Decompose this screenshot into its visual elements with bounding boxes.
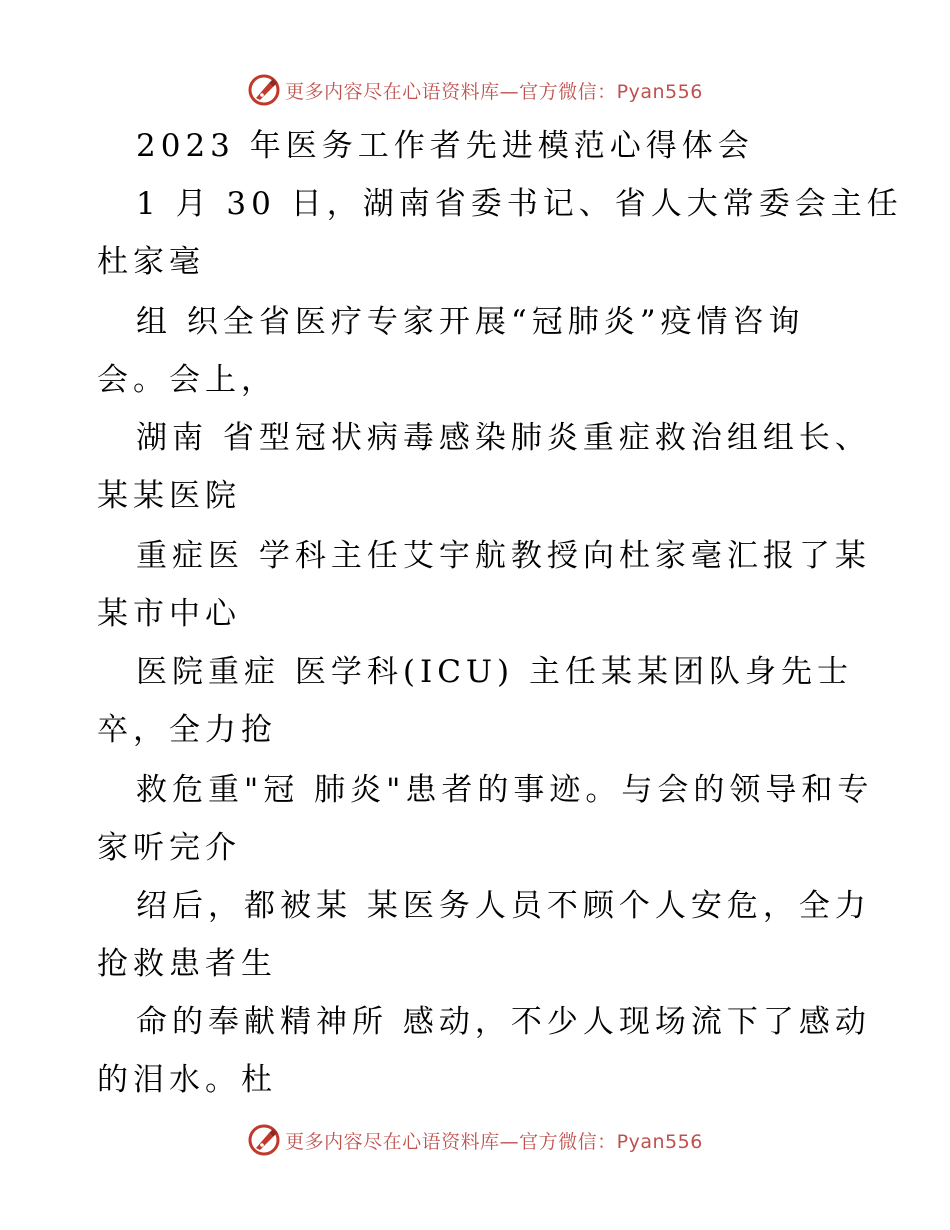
text-line: 家听完介 <box>97 830 241 866</box>
text-line: 1 月 30 日，湖南省委书记、省人大常委会主任 <box>136 186 903 222</box>
pen-nib-logo-icon <box>247 73 281 107</box>
text-line: 某某医院 <box>97 478 241 514</box>
footer-banner <box>0 1120 950 1160</box>
text-line: 医院重症 医学科(ICU) 主任某某团队身先士 <box>136 654 853 690</box>
text-line: 杜家毫 <box>97 244 205 280</box>
header-banner <box>0 70 950 110</box>
text-line: 某市中心 <box>97 596 241 632</box>
text-line: 命的奉献精神所 感动，不少人现场流下了感动 <box>136 1004 871 1040</box>
text-line: 救危重"冠 肺炎"患者的事迹。与会的领导和专 <box>136 772 874 808</box>
text-line: 抢救患者生 <box>97 946 277 982</box>
text-line: 湖南 省型冠状病毒感染肺炎重症救治组组长、 <box>136 420 871 456</box>
text-line: 会。会上， <box>97 362 277 398</box>
banner-text: 更多内容尽在心语资料库—官方微信：Pyan556 <box>285 80 703 103</box>
text-line: 卒，全力抢 <box>97 712 277 748</box>
banner-text: 更多内容尽在心语资料库—官方微信：Pyan556 <box>285 1130 703 1153</box>
text-line: 绍后，都被某 某医务人员不顾个人安危，全力 <box>136 888 871 924</box>
text-line: 重症医 学科主任艾宇航教授向杜家毫汇报了某 <box>136 538 871 574</box>
doc-title: 2023 年医务工作者先进模范心得体会 <box>136 128 754 164</box>
pen-nib-logo-icon <box>247 1123 281 1157</box>
text-line: 的泪水。杜 <box>97 1062 277 1098</box>
text-line: 组 织全省医疗专家开展“冠肺炎”疫情咨询 <box>136 304 805 340</box>
